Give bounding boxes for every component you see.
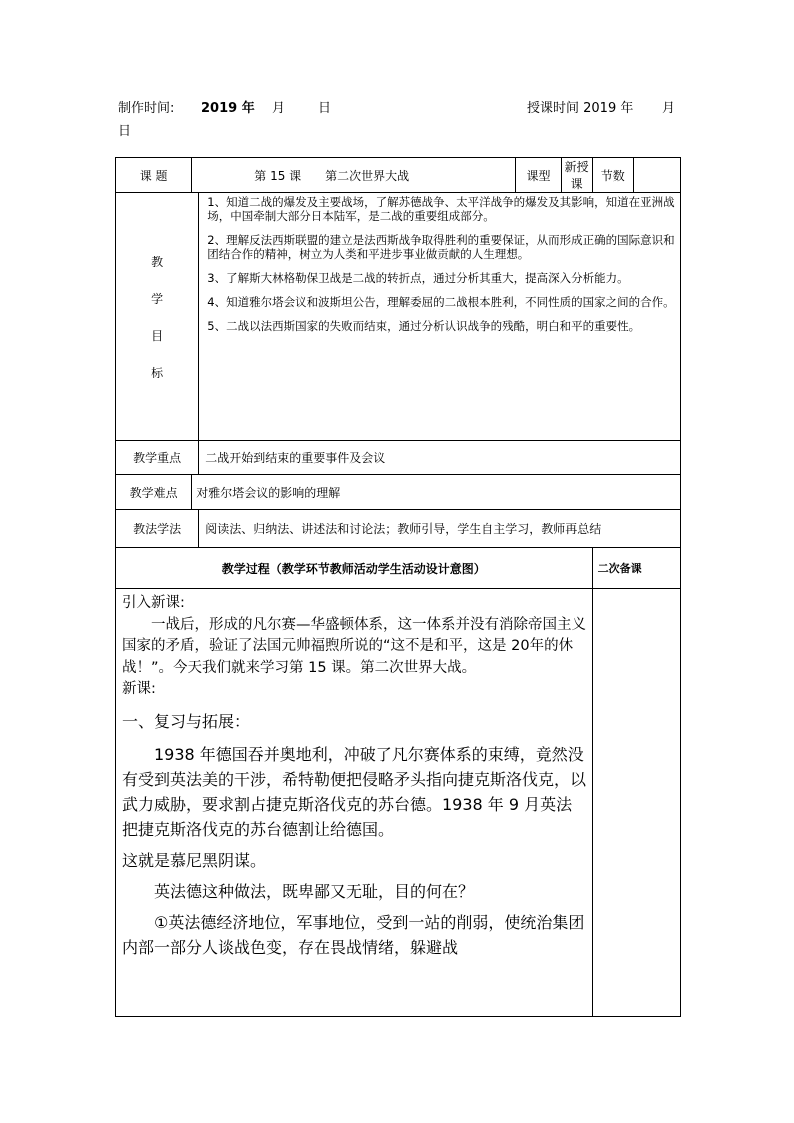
- process-title: 教学过程（教学环节教师活动学生活动设计意图）: [116, 548, 593, 589]
- objective-item: 1、知道二战的爆发及主要战场，了解苏德战争、太平洋战争的爆发及其影响，知道在亚洲战场，中国牵制大部分日本陆军，是二战的重要组成部分。: [207, 195, 675, 223]
- second-prep-area: [592, 589, 680, 1017]
- methods-label: 教法学法: [116, 510, 199, 548]
- made-day: 日: [318, 101, 332, 116]
- made-month: 月: [272, 101, 286, 116]
- topic-value: 第 15 课 第二次世界大战: [192, 158, 516, 193]
- difficulty-label: 教学难点: [116, 475, 192, 510]
- objective-item: 5、二战以法西斯国家的失败而结束，通过分析认识战争的残酷，明白和平的重要性。: [207, 319, 641, 333]
- objective-item: 2、理解反法西斯联盟的建立是法西斯战争取得胜利的重要保证，从而形成正确的国际意识和团结合作的精神，树立为人类和平进步事业做贡献的人生理想。: [207, 233, 675, 261]
- objectives-label-char: 标: [151, 365, 164, 380]
- key-points-label: 教学重点: [116, 441, 199, 475]
- objectives-label-char: 学: [151, 291, 164, 306]
- lesson-type-label: 课型: [516, 158, 561, 193]
- body-paragraph: ①英法德经济地位，军事地位，受到一站的削弱，使统治集团内部一部分人谈战色变，存在畏战情绪，躲避战: [122, 912, 585, 957]
- topic-label: 课 题: [116, 158, 192, 193]
- objectives-label-char: 目: [151, 328, 164, 343]
- new-lesson-label: 新课:: [122, 681, 156, 697]
- intro-paragraph: 一战后，形成的凡尔赛—华盛顿体系，这一体系并没有消除帝国主义国家的矛盾，验证了法国元帅福煦所说的“这不是和平，这是 20年的休战！”。今天我们就来学习第 15 课。第二次世界大战。: [122, 616, 586, 676]
- objectives-label: [116, 193, 199, 441]
- key-points-value: 二战开始到结束的重要事件及会议: [199, 441, 681, 475]
- difficulty-value: 对雅尔塔会议的影响的理解: [192, 475, 681, 510]
- objective-item: 3、了解斯大林格勒保卫战是二战的转折点，通过分析其重大，提高深入分析能力。: [207, 271, 629, 285]
- process-content: [116, 589, 593, 1017]
- objectives-label-char: 教: [151, 254, 164, 269]
- lesson-type-value: 新授课: [561, 158, 592, 193]
- methods-value: 阅读法、归纳法、讲述法和讨论法；教师引导，学生自主学习，教师再总结: [199, 510, 681, 548]
- teach-time-label: 授课时间 2019 年: [527, 101, 634, 116]
- body-paragraph: 英法德这种做法，既卑鄙又无耻，目的何在？: [154, 881, 475, 901]
- teach-day: 日: [118, 124, 132, 139]
- objectives-content: [199, 193, 681, 441]
- objective-item: 4、知道雅尔塔会议和波斯坦公告，理解委屈的二战根本胜利，不同性质的国家之间的合作。: [207, 295, 675, 309]
- periods-value: [633, 158, 680, 193]
- second-prep-label: 二次备课: [592, 548, 680, 589]
- intro-label: 引入新课:: [122, 595, 185, 611]
- periods-label: 节数: [592, 158, 633, 193]
- teach-month: 月: [662, 101, 676, 116]
- body-paragraph: 1938 年德国吞并奥地利，冲破了凡尔赛体系的束缚，竟然没有受到英法美的干涉，希特勒便把侵略矛头指向捷克斯洛伐克，以武力威胁，要求割占捷克斯洛伐克的苏台德。1938 年 9 月英法把捷克斯洛伐克的苏台德割让给德国。: [122, 744, 587, 839]
- body-paragraph: 这就是慕尼黑阴谋。: [122, 850, 267, 870]
- made-time-label: 制作时间:: [118, 101, 175, 116]
- lesson-plan-table: [115, 157, 681, 1017]
- section-heading: 一、复习与拓展：: [122, 711, 251, 731]
- made-year: 2019 年: [201, 101, 255, 116]
